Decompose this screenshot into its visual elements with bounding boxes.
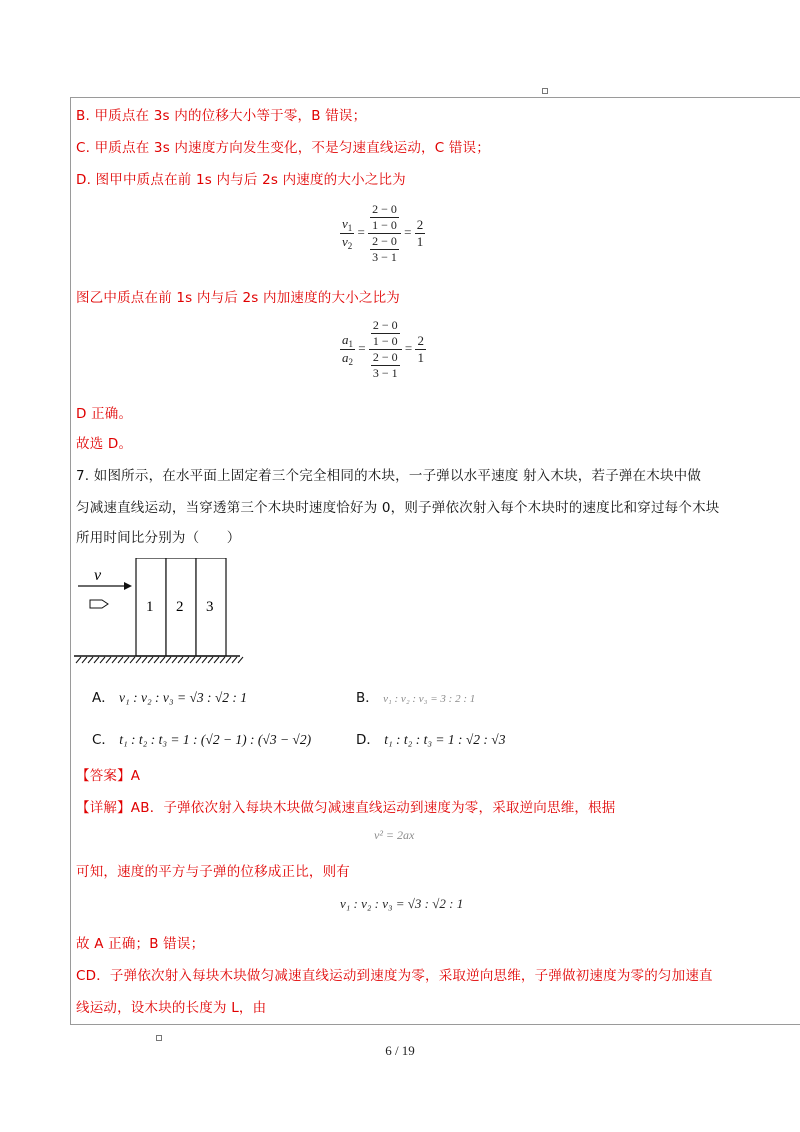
hatch-mark bbox=[124, 657, 129, 663]
hatch-mark bbox=[136, 657, 141, 663]
known-line: 可知，速度的平方与子弹的位移成正比，则有 bbox=[76, 864, 350, 880]
hatch-mark bbox=[88, 657, 93, 663]
line-c: C. 甲质点在 3s 内速度方向发生变化，不是匀速直线运动，C 错误； bbox=[76, 140, 490, 156]
corner-mark-bottom bbox=[156, 1035, 162, 1041]
line-acc-intro: 图乙中质点在前 1s 内与后 2s 内加速度的大小之比为 bbox=[76, 290, 401, 306]
block-2-label: 2 bbox=[176, 599, 184, 615]
hatch-mark bbox=[106, 657, 111, 663]
line-b: B. 甲质点在 3s 内的位移大小等于零，B 错误； bbox=[76, 108, 367, 124]
hatch-mark bbox=[238, 657, 243, 663]
hatch-mark bbox=[178, 657, 183, 663]
question-7-line1: 7. 如图所示，在水平面上固定着三个完全相同的木块，一子弹以水平速度 射入木块，若子弹在木块中做 bbox=[76, 468, 702, 484]
velocity-ratio-formula: $\frac{v_1}{v_2}$ = $\frac{\frac{2 - 0}{1 - 0}}{\frac{2 - 0}{3 - 1}}$ = $\frac{2}{1}$ bbox=[342, 202, 424, 264]
hatch-mark bbox=[208, 657, 213, 663]
answer: 【答案】A bbox=[76, 768, 141, 784]
ground-hatching bbox=[76, 657, 243, 663]
block-1-label: 1 bbox=[146, 599, 154, 615]
hatch-mark bbox=[142, 657, 147, 663]
option-d[interactable]: D． t₁ : t₂ : t₃ = 1 : √2 : √3 bbox=[356, 732, 506, 748]
line-choose: 故选 D。 bbox=[76, 436, 133, 452]
page-number: 6 / 19 bbox=[385, 1043, 415, 1058]
hatch-mark bbox=[226, 657, 231, 663]
option-a[interactable]: A． v₁ : v₂ : v₃ = √3 : √2 : 1 bbox=[92, 690, 248, 706]
hatch-mark bbox=[160, 657, 165, 663]
hatch-mark bbox=[130, 657, 135, 663]
bullet-icon bbox=[90, 600, 108, 608]
detail-line: 【详解】AB．子弹依次射入每块木块做匀减速直线运动到速度为零，采取逆向思维，根据 bbox=[76, 800, 616, 816]
cd-line2: 线运动，设木块的长度为 L，由 bbox=[76, 1000, 267, 1016]
hatch-mark bbox=[148, 657, 153, 663]
hatch-mark bbox=[100, 657, 105, 663]
hatch-mark bbox=[118, 657, 123, 663]
hatch-mark bbox=[172, 657, 177, 663]
corner-mark-top bbox=[542, 88, 548, 94]
arrow-head bbox=[124, 582, 132, 590]
a-correct-line: 故 A 正确；B 错误； bbox=[76, 936, 205, 952]
hatch-mark bbox=[202, 657, 207, 663]
question-7-line3: 所用时间比分别为（ ） bbox=[76, 530, 241, 546]
formula-v-result: v₁ : v₂ : v₃ = √3 : √2 : 1 bbox=[340, 896, 464, 911]
question-7-line2: 匀减速直线运动，当穿透第三个木块时速度恰好为 0，则子弹依次射入每个木块时的速度比和穿过每个木块 bbox=[76, 500, 720, 516]
hatch-mark bbox=[76, 657, 81, 663]
hatch-mark bbox=[184, 657, 189, 663]
acceleration-ratio-formula: $\frac{a_1}{a_2}$ = $\frac{\frac{2 - 0}{1 - 0}}{\frac{2 - 0}{3 - 1}}$ = $\frac{2}{1}$ bbox=[342, 318, 424, 380]
hatch-mark bbox=[166, 657, 171, 663]
cd-line1: CD．子弹依次射入每块木块做匀减速直线运动到速度为零，采取逆向思维，子弹做初速度为零的匀加速直 bbox=[76, 968, 713, 984]
blocks-diagram bbox=[72, 558, 252, 668]
velocity-label: v bbox=[94, 567, 102, 584]
hatch-mark bbox=[154, 657, 159, 663]
hatch-mark bbox=[196, 657, 201, 663]
formula-v2: v² = 2ax bbox=[374, 828, 415, 842]
option-c[interactable]: C． t₁ : t₂ : t₃ = 1 : (√2 − 1) : (√3 − √2) bbox=[92, 732, 312, 748]
hatch-mark bbox=[190, 657, 195, 663]
option-b[interactable]: B． v₁ : v₂ : v₃ = 3 : 2 : 1 bbox=[356, 690, 476, 706]
block-3-label: 3 bbox=[206, 599, 214, 615]
hatch-mark bbox=[112, 657, 117, 663]
hatch-mark bbox=[220, 657, 225, 663]
line-d-correct: D 正确。 bbox=[76, 406, 133, 422]
hatch-mark bbox=[94, 657, 99, 663]
hatch-mark bbox=[232, 657, 237, 663]
line-d: D. 图甲中质点在前 1s 内与后 2s 内速度的大小之比为 bbox=[76, 172, 406, 188]
hatch-mark bbox=[214, 657, 219, 663]
hatch-mark bbox=[82, 657, 87, 663]
